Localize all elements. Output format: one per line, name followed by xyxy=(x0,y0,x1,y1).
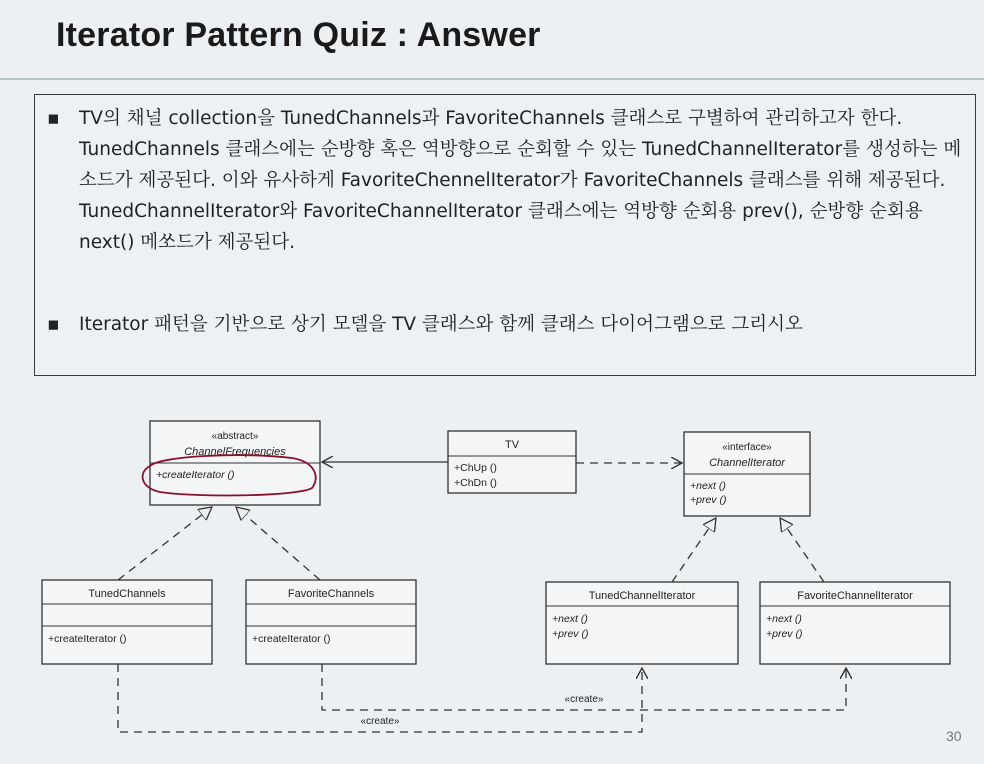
page-number: 30 xyxy=(946,728,962,744)
channel-frequencies-name: ChannelFrequencies xyxy=(184,446,286,458)
channel-frequencies-method: +createIterator () xyxy=(156,469,235,481)
favorite-channel-iterator-name: FavoriteChannelIterator xyxy=(797,590,913,602)
channel-iterator-name: ChannelIterator xyxy=(709,457,785,469)
class-channel-iterator xyxy=(684,432,810,516)
tuned-channel-iterator-name: TunedChannelIterator xyxy=(588,590,696,602)
class-tv xyxy=(448,431,576,493)
class-tuned-channel-iterator xyxy=(546,582,738,664)
favorite-channels-method: +createIterator () xyxy=(252,633,331,645)
class-favorite-channels xyxy=(246,580,416,664)
favorite-channel-iterator-method-prev: +prev () xyxy=(766,628,803,640)
tuned-channels-name: TunedChannels xyxy=(88,588,166,600)
tv-method-chdn: +ChDn () xyxy=(454,477,497,489)
slide-title: Iterator Pattern Quiz : Answer xyxy=(56,16,541,54)
channel-frequencies-stereotype: «abstract» xyxy=(211,431,259,442)
create-label-lower: «create» xyxy=(360,716,400,727)
tv-name: TV xyxy=(504,439,520,451)
realization-favorite-channels xyxy=(236,507,320,580)
class-tuned-channels xyxy=(42,580,212,664)
question-text-1: TV의 채널 collection을 TunedChannels과 FavoriteChannels 클래스로 구별하여 관리하고자 한다. TunedChannels 클래스에는 순방향 혹은 역방향으로 순회할 수 있는 TunedChannelIterator를 생성하는 메소드가 제공된다. 이와 유사하게 FavoriteChennelIterator가 FavoriteChannels 클래스를 위해 제공된다. TunedChannelIterator와 FavoriteChannelIterator 클래스에는 역방향 순회용 prev(), 순방향 순회용 next() 메쏘드가 제공된다. xyxy=(79,108,962,253)
tuned-channel-iterator-method-next: +next () xyxy=(552,613,588,625)
class-favorite-channel-iterator xyxy=(760,582,950,664)
create-label-upper: «create» xyxy=(564,694,604,705)
favorite-channels-name: FavoriteChannels xyxy=(287,588,375,600)
realization-tuned-channels xyxy=(118,507,212,580)
bullet-mark: ▪ xyxy=(47,108,60,129)
question-text-2: Iterator 패턴을 기반으로 상기 모델을 TV 클래스와 함께 클래스 다이어그램으로 그리시오 xyxy=(79,314,803,335)
realization-favorite-iterator xyxy=(780,518,824,582)
channel-iterator-method-prev: +prev () xyxy=(690,494,727,506)
bullet-mark: ▪ xyxy=(47,314,60,335)
class-channel-frequencies xyxy=(143,421,320,505)
channel-iterator-stereotype: «interface» xyxy=(722,442,772,453)
tuned-channel-iterator-method-prev: +prev () xyxy=(552,628,589,640)
tv-method-chup: +ChUp () xyxy=(454,462,497,474)
favorite-channel-iterator-method-next: +next () xyxy=(766,613,802,625)
tuned-channels-method: +createIterator () xyxy=(48,633,127,645)
realization-tuned-iterator xyxy=(672,518,716,582)
channel-iterator-method-next: +next () xyxy=(690,480,726,492)
